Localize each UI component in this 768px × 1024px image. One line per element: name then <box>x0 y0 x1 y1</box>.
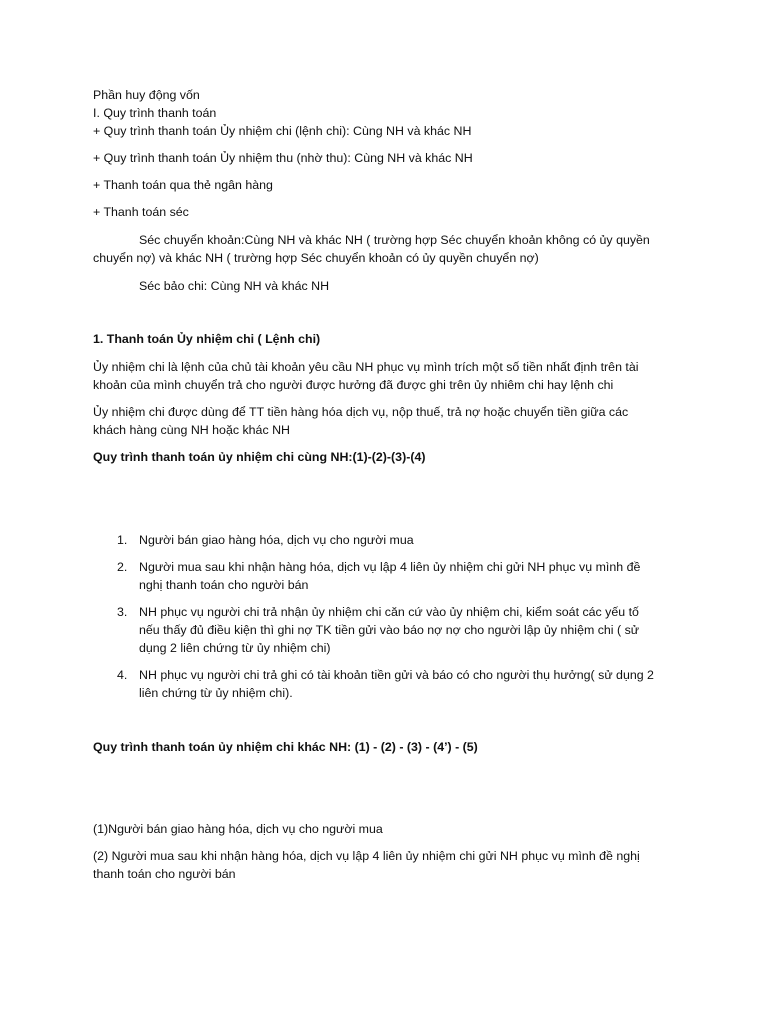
cheque-transfer-line-1: Séc chuyển khoản:Cùng NH và khác NH ( trường hợp Séc chuyển khoản không có ủy quyền <box>139 233 650 247</box>
step-1-number: 1. <box>117 533 128 547</box>
step-3-line-3: dụng 2 liên chứng từ ủy nhiệm chi) <box>139 641 331 655</box>
heading-payment-procedures: I. Quy trình thanh toán <box>93 106 217 120</box>
section-title: Phần huy động vốn <box>93 88 200 102</box>
definition-line-1: Ủy nhiệm chi là lệnh của chủ tài khoản yêu cầu NH phục vụ mình trích một số tiền nhất định trên tài <box>93 360 639 374</box>
section-1-title: 1. Thanh toán Ủy nhiệm chi ( Lệnh chi) <box>93 332 321 346</box>
same-bank-procedure-title: Quy trình thanh toán ủy nhiệm chi cùng NH:(1)-(2)-(3)-(4) <box>93 450 426 464</box>
other-bank-item-1: (1)Người bán giao hàng hóa, dịch vụ cho người mua <box>93 822 383 836</box>
step-2-line-1: Người mua sau khi nhận hàng hóa, dịch vụ lập 4 liên ủy nhiệm chi gửi NH phục vụ mình đề <box>139 560 641 574</box>
usage-line-1: Ủy nhiệm chi được dùng để TT tiền hàng hóa dịch vụ, nộp thuế, trả nợ hoặc chuyển tiền giữa các <box>93 405 629 419</box>
cheque-transfer-line-2: chuyển nợ) và khác NH ( trường hợp Séc chuyển khoản có ủy quyền chuyển nợ) <box>93 251 539 265</box>
intro-item-collection-order: + Quy trình thanh toán Ủy nhiệm thu (nhờ thu): Cùng NH và khác NH <box>93 151 473 165</box>
cheque-certified: Séc bảo chi: Cùng NH và khác NH <box>139 279 330 293</box>
definition-line-2: khoản của mình chuyển trả cho người được hưởng đã được ghi trên ủy nhiêm chi hay lệnh chi <box>93 378 614 392</box>
step-3-line-2: nếu thấy đủ điều kiện thì ghi nợ TK tiền gửi vào báo nợ nợ cho người lập ủy nhiệm chi ( sử <box>139 623 640 637</box>
step-4-line-2: liên chứng từ ủy nhiệm chi). <box>139 686 293 700</box>
other-bank-item-2-line-1: (2) Người mua sau khi nhận hàng hóa, dịch vụ lập 4 liên ủy nhiệm chi gửi NH phục vụ mình đề nghị <box>93 849 640 863</box>
intro-item-cheque-payment: + Thanh toán séc <box>93 205 189 219</box>
step-1-line-1: Người bán giao hàng hóa, dịch vụ cho người mua <box>139 533 414 547</box>
step-3-number: 3. <box>117 605 128 619</box>
step-4-line-1: NH phục vụ người chi trả ghi có tài khoản tiền gửi và báo có cho người thụ hưởng( sử dụng 2 <box>139 668 654 682</box>
step-4-number: 4. <box>117 668 128 682</box>
step-2-number: 2. <box>117 560 128 574</box>
intro-item-payment-order: + Quy trình thanh toán Ủy nhiệm chi (lệnh chi): Cùng NH và khác NH <box>93 124 472 138</box>
step-3-line-1: NH phục vụ người chi trả nhận ủy nhiệm chi căn cứ vào ủy nhiệm chi, kiểm soát các yếu tố <box>139 605 639 619</box>
intro-item-card-payment: + Thanh toán qua thẻ ngân hàng <box>93 178 273 192</box>
usage-line-2: khách hàng cùng NH hoặc khác NH <box>93 423 290 437</box>
other-bank-item-2-line-2: thanh toán cho người bán <box>93 867 236 881</box>
other-bank-procedure-title: Quy trình thanh toán ủy nhiệm chi khác NH: (1) - (2) - (3) - (4’) - (5) <box>93 740 478 754</box>
step-2-line-2: nghị thanh toán cho người bán <box>139 578 309 592</box>
